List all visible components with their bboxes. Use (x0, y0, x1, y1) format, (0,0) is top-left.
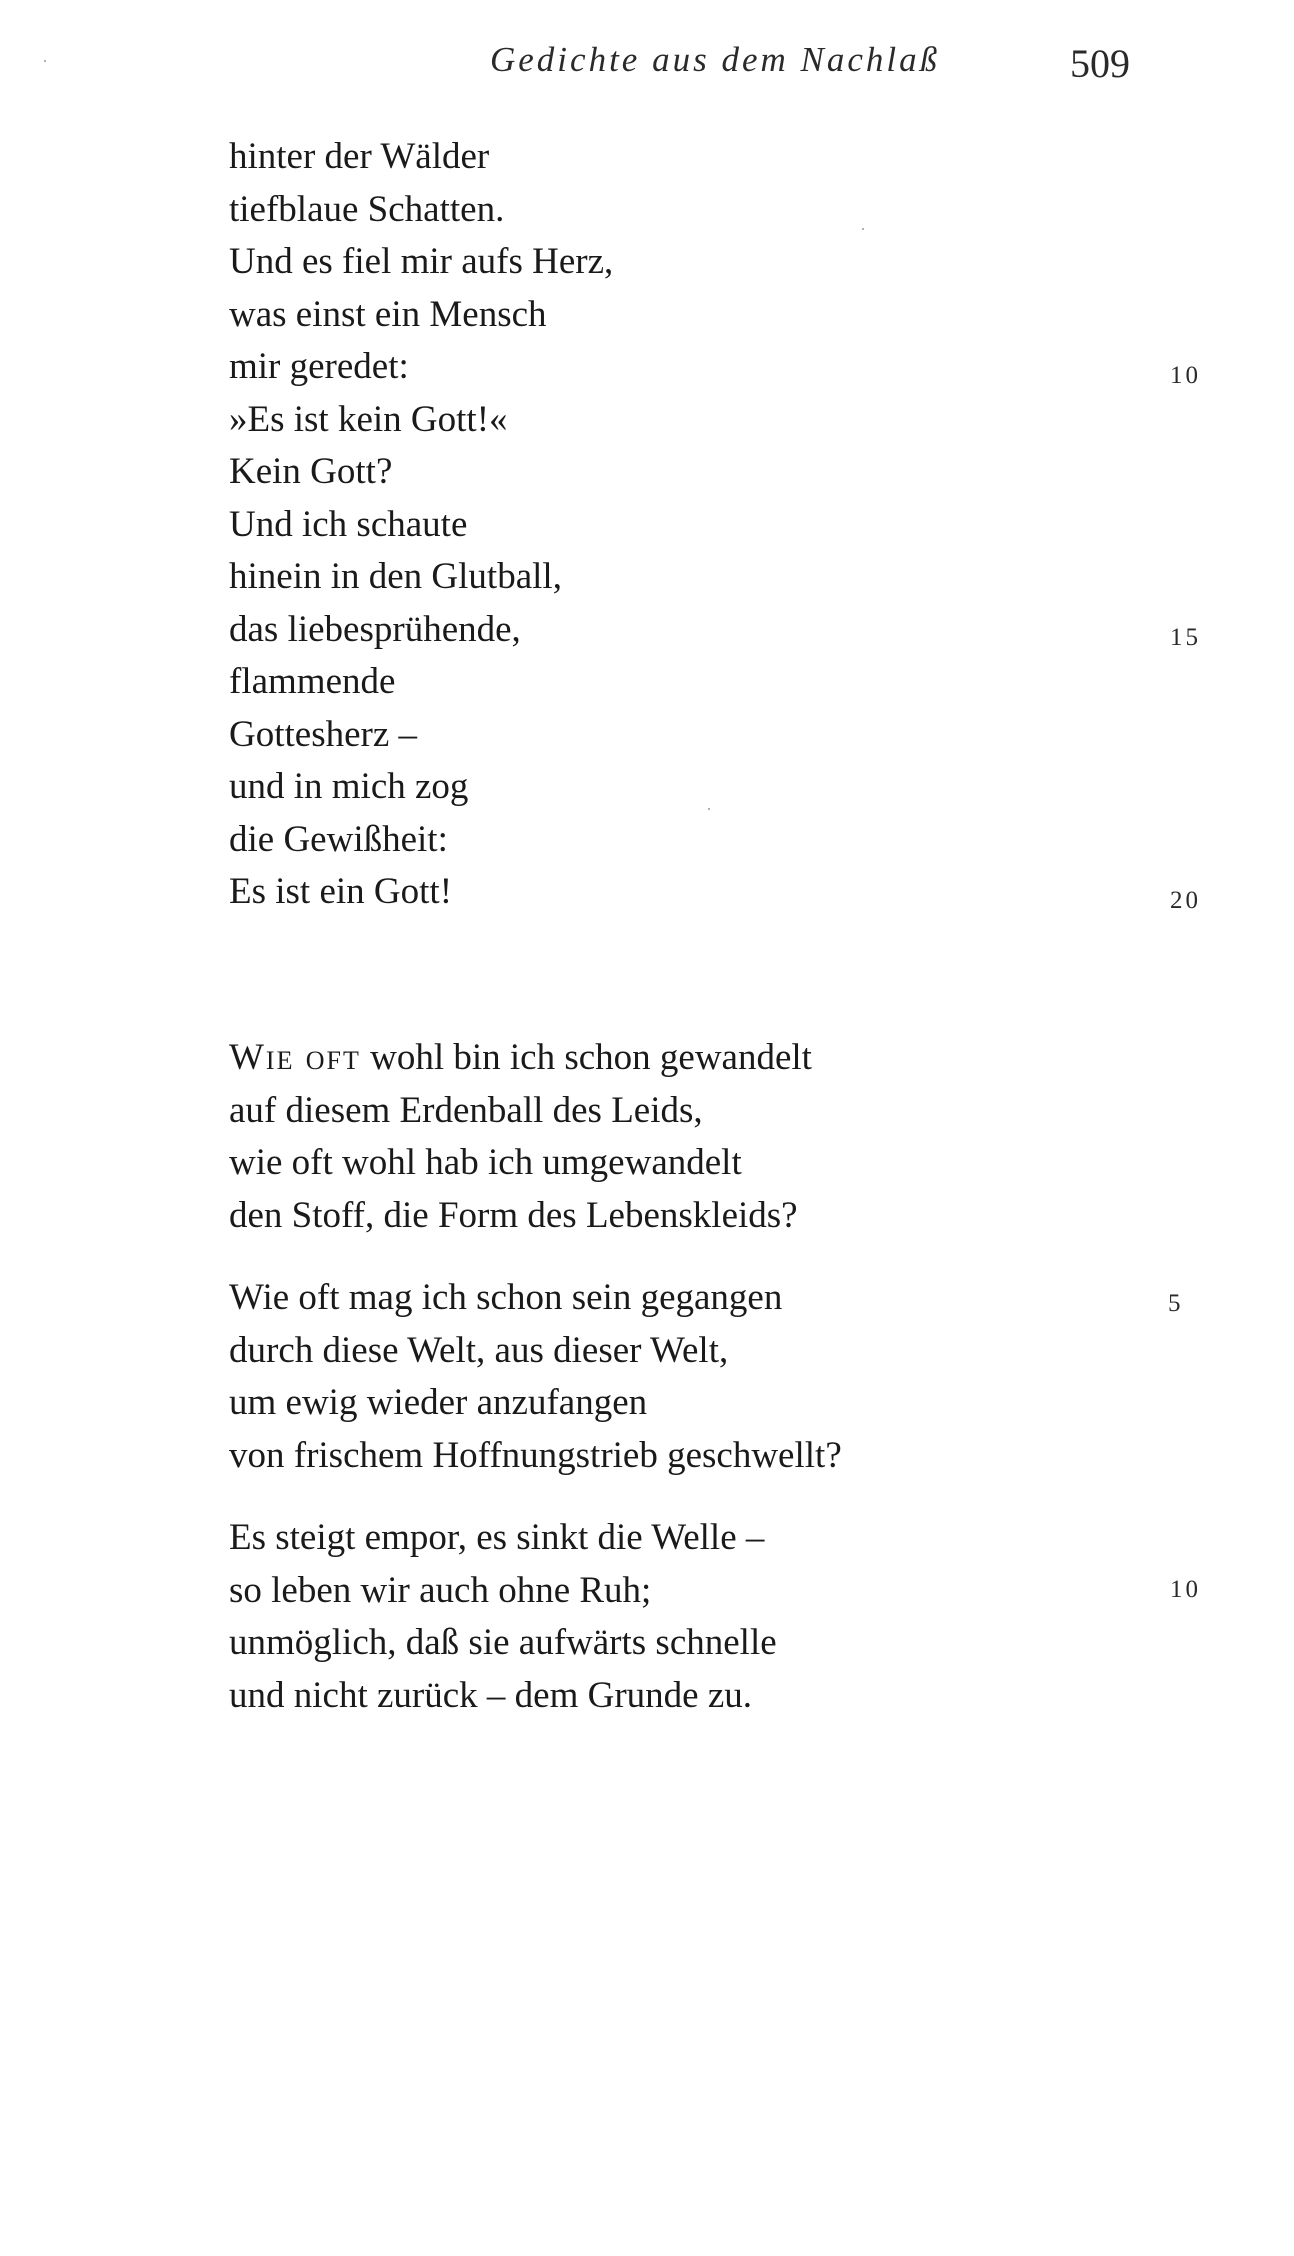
poem-line: was einst ein Mensch (229, 293, 547, 335)
poem-line: mir geredet: (229, 346, 409, 387)
small-caps-incipit: Wie oft (229, 1037, 361, 1078)
running-head: Gedichte aus dem Nachlaß (490, 40, 941, 79)
poem-line: unmöglich, daß sie aufwärts schnelle (229, 1622, 777, 1663)
poem-continuation (229, 131, 613, 919)
poem-line: den Stoff, die Form des Lebenskleids? (229, 1194, 798, 1236)
poem-line: um ewig wieder anzufangen (229, 1382, 648, 1423)
poem-line: Gottesherz – (229, 713, 418, 755)
line-number: 15 (1170, 624, 1201, 651)
poem-line: das liebesprühende, (229, 608, 521, 650)
line-number: 20 (1170, 887, 1201, 914)
line-number: 10 (1170, 1576, 1201, 1603)
poem-line: Wie oft mag ich schon sein gegangen (229, 1277, 783, 1318)
poem-line: Es ist ein Gott! (229, 871, 453, 912)
poem-wie-oft (229, 1032, 842, 1722)
line-number: 5 (1168, 1290, 1184, 1317)
stanza-break (229, 1482, 842, 1512)
poem-line: »Es ist kein Gott!« (229, 398, 508, 440)
print-speck (44, 60, 46, 62)
poem-line: tiefblaue Schatten. (229, 188, 505, 230)
print-speck (708, 808, 710, 810)
first-line-rest: wohl bin ich schon gewandelt (360, 1037, 812, 1078)
poem-first-line (229, 1032, 842, 1085)
page-number: 509 (1070, 41, 1130, 86)
poem-line: hinter der Wälder (229, 136, 490, 177)
poem-line: Es steigt empor, es sinkt die Welle – (229, 1517, 765, 1558)
poem-line: Und es fiel mir aufs Herz, (229, 241, 614, 282)
poem-line: und nicht zurück – dem Grunde zu. (229, 1674, 752, 1716)
poem-line: so leben wir auch ohne Ruh; (229, 1569, 652, 1611)
poem-line: hinein in den Glutball, (229, 556, 562, 597)
poem-line: von frischem Hoffnungstrieb geschwellt? (229, 1434, 842, 1476)
poem-line: durch diese Welt, aus dieser Welt, (229, 1329, 729, 1371)
poem-line: Und ich schaute (229, 503, 468, 545)
poem-line: Kein Gott? (229, 451, 393, 492)
poem-line: und in mich zog (229, 766, 469, 807)
line-number: 10 (1170, 362, 1201, 389)
poem-line: flammende (229, 661, 396, 702)
poem-line: die Gewißheit: (229, 818, 448, 860)
stanza-break (229, 1242, 842, 1272)
poem-line: wie oft wohl hab ich umgewandelt (229, 1142, 742, 1183)
poem-line: auf diesem Erdenball des Leids, (229, 1089, 703, 1131)
print-speck (862, 228, 864, 230)
